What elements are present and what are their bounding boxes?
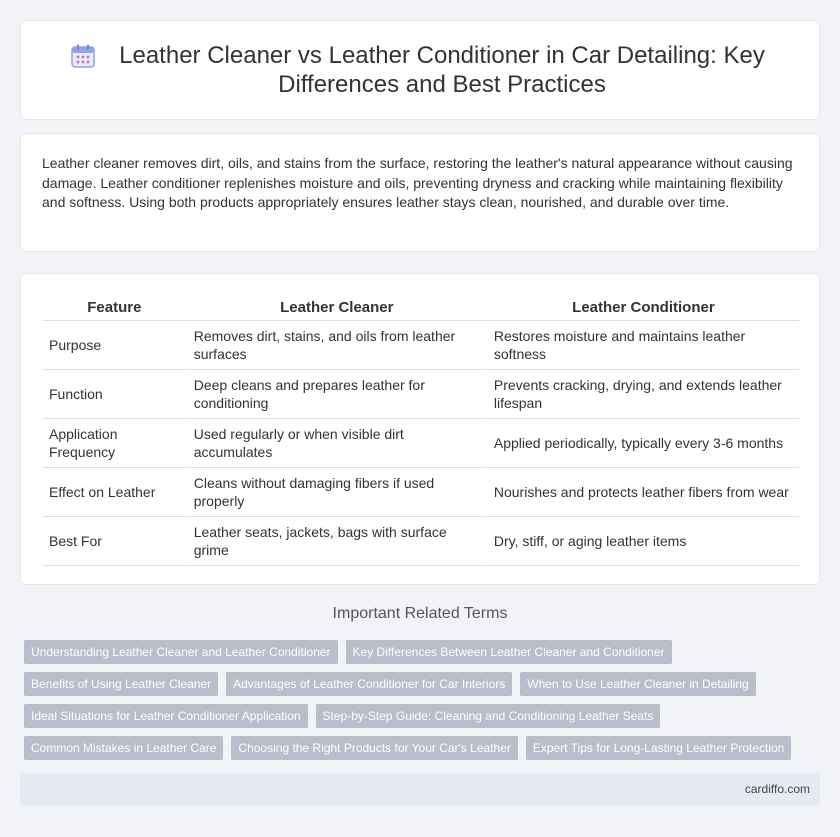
comparison-card — [20, 273, 820, 585]
title-card — [20, 20, 820, 120]
related-term-tag[interactable]: Step-by-Step Guide: Cleaning and Conditioning Leather Seats — [316, 704, 661, 728]
table-row — [43, 468, 799, 517]
header-feature: Feature — [43, 296, 186, 321]
related-term-tag[interactable]: Expert Tips for Long-Lasting Leather Protection — [526, 736, 791, 760]
feature-cell: Effect on Leather — [43, 468, 186, 517]
related-term-tag[interactable]: Common Mistakes in Leather Care — [24, 736, 223, 760]
related-term-tag[interactable]: Advantages of Leather Conditioner for Car Interiors — [226, 672, 512, 696]
related-term-tag[interactable]: Ideal Situations for Leather Conditioner Application — [24, 704, 308, 728]
feature-cell: Purpose — [43, 321, 186, 370]
cleaner-cell: Leather seats, jackets, bags with surface grime — [186, 517, 486, 566]
calendar-icon — [70, 43, 96, 69]
table-row — [43, 517, 799, 566]
cleaner-cell: Deep cleans and prepares leather for conditioning — [186, 370, 486, 419]
page-title: Leather Cleaner vs Leather Conditioner in Car Detailing: Key Differences and Best Practices — [119, 42, 765, 98]
table-row — [43, 370, 799, 419]
tag-row — [24, 640, 824, 664]
comparison-table — [43, 296, 799, 566]
feature-cell: Function — [43, 370, 186, 419]
related-term-tag[interactable]: Benefits of Using Leather Cleaner — [24, 672, 218, 696]
feature-cell: Application Frequency — [43, 419, 186, 468]
tag-row — [24, 704, 824, 728]
cleaner-cell: Cleans without damaging fibers if used properly — [186, 468, 486, 517]
header-leather-conditioner: Leather Conditioner — [486, 296, 799, 321]
table-row — [43, 321, 799, 370]
conditioner-cell: Applied periodically, typically every 3-6 months — [486, 419, 799, 468]
related-term-tag[interactable]: When to Use Leather Cleaner in Detailing — [520, 672, 755, 696]
table-header-row — [43, 296, 799, 321]
feature-cell: Best For — [43, 517, 186, 566]
cleaner-cell: Removes dirt, stains, and oils from leather surfaces — [186, 321, 486, 370]
conditioner-cell: Prevents cracking, drying, and extends leather lifespan — [486, 370, 799, 419]
conditioner-cell: Nourishes and protects leather fibers from wear — [486, 468, 799, 517]
title-wrap — [70, 41, 770, 99]
cleaner-cell: Used regularly or when visible dirt accumulates — [186, 419, 486, 468]
intro-paragraph: Leather cleaner removes dirt, oils, and stains from the surface, restoring the leather's natural appearance without causing damage. Leather conditioner replenishes moisture and oils, preventing dryness and cracking while maintaining flexibility and softness. Using both products appropriately ensures leather stays clean, nourished, and durable over time. — [42, 155, 793, 210]
header-leather-cleaner: Leather Cleaner — [186, 296, 486, 321]
conditioner-cell: Dry, stiff, or aging leather items — [486, 517, 799, 566]
footer-site-link[interactable]: cardiffo.com — [744, 782, 810, 796]
table-row — [43, 419, 799, 468]
tag-row — [24, 672, 824, 696]
tag-row — [24, 736, 824, 760]
conditioner-cell: Restores moisture and maintains leather softness — [486, 321, 799, 370]
related-terms-heading: Important Related Terms — [332, 605, 508, 622]
intro-card — [20, 133, 820, 252]
footer — [20, 773, 820, 806]
related-term-tag[interactable]: Understanding Leather Cleaner and Leather Conditioner — [24, 640, 338, 664]
related-term-tag[interactable]: Key Differences Between Leather Cleaner and Conditioner — [346, 640, 672, 664]
related-term-tag[interactable]: Choosing the Right Products for Your Car's Leather — [231, 736, 517, 760]
related-terms-list — [24, 640, 824, 768]
